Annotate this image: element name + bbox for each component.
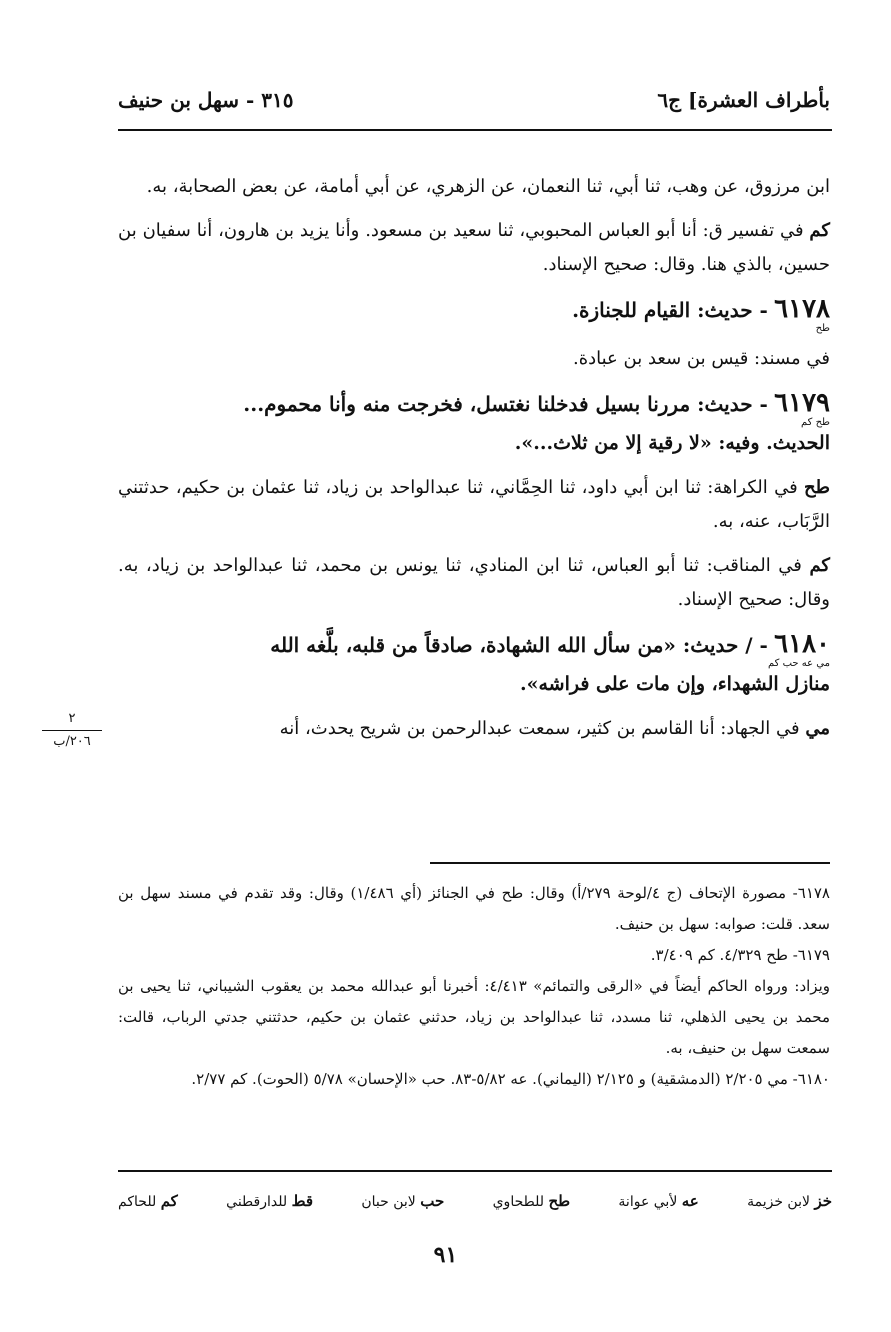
- paragraph-text: في الجهاد: أنا القاسم بن كثير، سمعت عبدالرحمن بن شريح يحدث، أنه: [279, 718, 800, 739]
- folio-note-bottom: ٢٠٦/ب: [53, 734, 91, 749]
- abbreviations-rule: [118, 1170, 832, 1172]
- hadith-sigla: مي عه حب كم: [768, 658, 830, 669]
- hadith-continuation: منازل الشهداء، وإن مات على فراشه».: [519, 673, 830, 695]
- paragraph: [118, 549, 830, 617]
- hadith-number: ٦١٨٠: [774, 629, 830, 659]
- paragraph: [118, 471, 830, 539]
- paragraph-text: في المناقب: ثنا أبو العباس، ثنا ابن المنادي، ثنا يونس بن محمد، ثنا عبدالواحد بن زياد، به. وقال: صحيح الإسناد.: [118, 555, 830, 610]
- abbreviation-item: طح للطحاوي: [492, 1192, 571, 1210]
- paragraph: [118, 712, 830, 746]
- hadith-number: ٦١٧٨: [774, 294, 830, 324]
- source-siglum: طح: [804, 477, 830, 498]
- footnote-rule: [430, 862, 830, 864]
- hadith-continuation: الحديث. وفيه: «لا رقية إلا من ثلاث...».: [514, 432, 830, 454]
- hadith-entry-6180: [118, 627, 830, 702]
- abbreviation-item: عه لأبي عوانة: [618, 1192, 699, 1210]
- abbreviation-item: خز لابن خزيمة: [747, 1192, 832, 1210]
- footnotes: [118, 878, 830, 1095]
- hadith-number: ٦١٧٩: [774, 388, 830, 418]
- header-rule: [118, 129, 832, 131]
- paragraph: ابن مرزوق، عن وهب، ثنا أبي، ثنا النعمان، عن الزهري، عن أبي أمامة، عن بعض الصحابة، به.: [146, 176, 830, 197]
- paragraph: [118, 214, 830, 282]
- paragraph-text: في تفسير ق: أنا أبو العباس المحبوبي، ثنا سعيد بن مسعود. وأنا يزيد بن هارون، أنا سفيان بن حسين، بالذي هنا. وقال: صحيح الإسناد.: [118, 220, 830, 275]
- abbreviation-item: قط للدارقطني: [226, 1192, 314, 1210]
- hadith-entry-6179: [118, 386, 830, 461]
- paragraph: في مسند: قيس بن سعد بن عبادة.: [572, 348, 830, 369]
- page-number: ٩١: [433, 1242, 458, 1268]
- abbreviations-key: [118, 1186, 832, 1216]
- hadith-entry-6178: [118, 292, 830, 334]
- footnote: ويزاد: ورواه الحاكم أيضاً في «الرقى والتمائم» ٤/٤١٣: أخبرنا أبو عبدالله محمد بن يعقوب الشيباني، ثنا يحيى بن محمد بن يحيى الذهلي، ثنا مسدد، ثنا عبدالواحد بن زياد، حدثني عثمان بن حكيم، حدثتني جدتي الرباب، قالت: سمعت سهل بن حنيف، به.: [118, 977, 830, 1057]
- header-book-title: بأطراف العشرة] ج٦: [657, 88, 830, 112]
- footnote: ٦١٧٩- طح ٤/٣٢٩. كم ٣/٤٠٩.: [650, 946, 830, 964]
- footnote: ٦١٧٨- مصورة الإتحاف (ج ٤/لوحة ٢٧٩/أ) وقال: طح في الجنائز (أي ١/٤٨٦) وقال: وقد تقدم في مسند سهل بن سعد. قلت: صوابه: سهل بن حنيف.: [118, 884, 830, 933]
- source-siglum: كم: [809, 220, 830, 241]
- header-section-title: ٣١٥ - سهل بن حنيف: [118, 88, 294, 112]
- source-siglum: كم: [809, 555, 830, 576]
- paragraph-text: في الكراهة: ثنا ابن أبي داود، ثنا الحِمَّاني، ثنا عبدالواحد بن زياد، ثنا عثمان بن حكيم، حدثتني الرَّبَاب، عنه، به.: [118, 477, 830, 532]
- folio-note-top: ٢: [68, 711, 76, 726]
- hadith-sigla: طح: [815, 323, 830, 334]
- hadith-title: - / حديث: «من سأل الله الشهادة، صادقاً من قلبه، بلَّغه الله: [270, 633, 768, 657]
- hadith-sigla: طح كم: [800, 417, 830, 428]
- main-text: [118, 170, 830, 756]
- manuscript-folio-note: [38, 710, 106, 751]
- hadith-title: - حديث: القيام للجنازة.: [572, 298, 768, 322]
- folio-note-divider: [42, 730, 102, 731]
- hadith-title: - حديث: مررنا بسيل فدخلنا نغتسل، فخرجت منه وأنا محموم...: [243, 392, 768, 416]
- abbreviation-item: حب لابن حبان: [361, 1192, 445, 1210]
- footnote: ٦١٨٠- مي ٢/٢٠٥ (الدمشقية) و ٢/١٢٥ (اليماني). عه ٥/٨٢-٨٣. حب «الإحسان» ٥/٧٨ (الحوت). كم ٢/٧٧.: [191, 1070, 830, 1088]
- abbreviation-item: كم للحاكم: [118, 1192, 178, 1210]
- running-header: [118, 80, 830, 120]
- source-siglum: مي: [805, 718, 830, 739]
